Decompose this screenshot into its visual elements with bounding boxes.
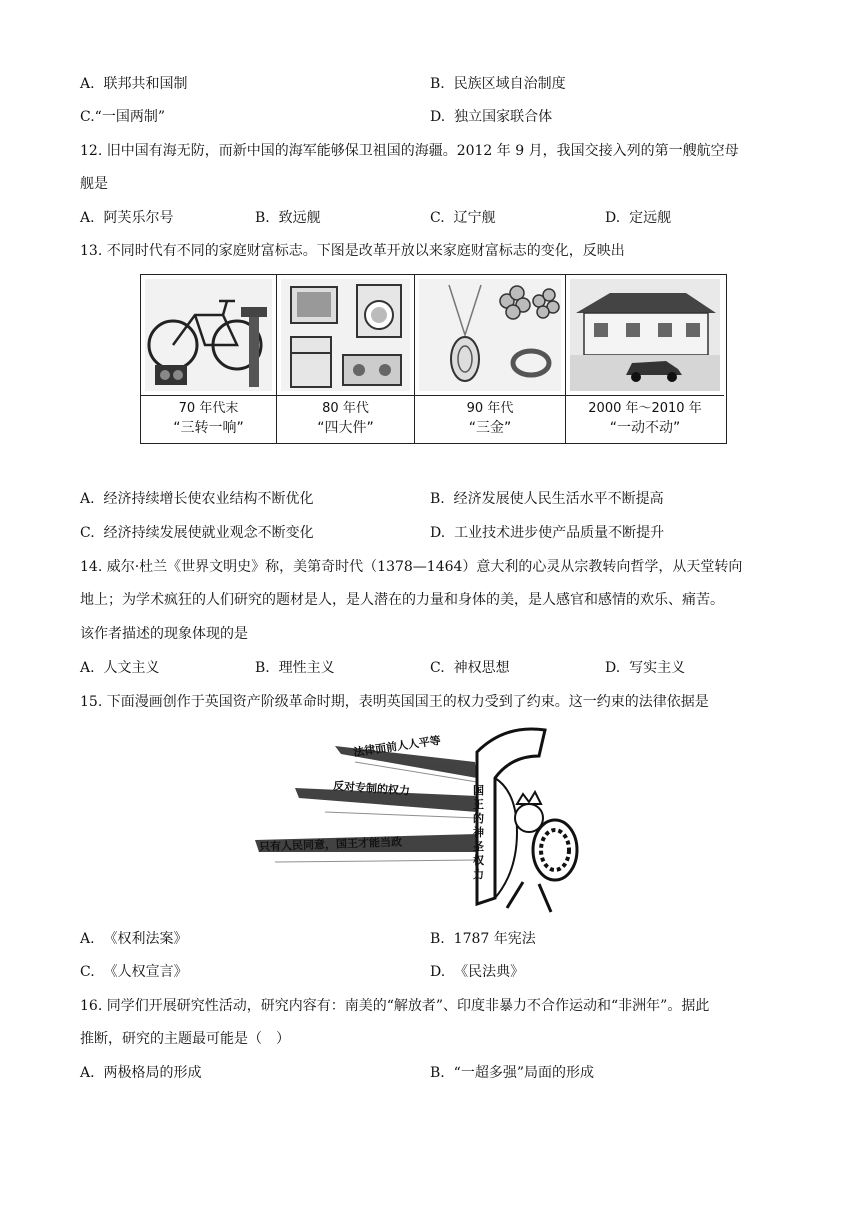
caption-80s [277, 395, 414, 443]
q15-option-c: C. 《人权宣言》 [80, 964, 188, 980]
q14-stem-line1: 14. 威尔·杜兰《世界文明史》称，美第奇时代（1378—1464）意大利的心灵从宗教转向哲学，从天堂转向 [80, 559, 743, 575]
q11-option-c: C.“一国两制” [80, 109, 165, 125]
q11-option-b: B. 民族区域自治制度 [430, 76, 566, 92]
bicycle-sewing-machine-radio-image [145, 279, 272, 391]
necklace-earrings-ring-image [419, 279, 561, 391]
q11-option-d: D. 独立国家联合体 [430, 109, 553, 125]
figure-cell-90s [415, 275, 566, 443]
caption-70s [141, 395, 276, 443]
q14-stem-line2: 地上；为学术疯狂的人们研究的题材是人，是人潜在的力量和身体的美，是人感官和感情的欢乐、痛苦。 [80, 592, 724, 608]
caption-era: 90 年代 [466, 401, 514, 416]
q12-option-a: A. 阿芙乐尔号 [80, 210, 174, 226]
q12-option-c: C. 辽宁舰 [430, 210, 496, 226]
caption-name: “四大件” [317, 420, 374, 436]
q16-stem-line2: 推断，研究的主题最可能是（ ） [80, 1031, 290, 1047]
q15-option-b: B. 1787 年宪法 [430, 931, 536, 947]
q16-stem-line1: 16. 同学们开展研究性活动，研究内容有：南美的“解放者”、印度非暴力不合作运动和“非洲年”。据此 [80, 998, 710, 1014]
caption-era: 80 年代 [322, 401, 369, 416]
figure-cell-80s [277, 275, 415, 443]
q12-option-b: B. 致远舰 [255, 210, 321, 226]
caption-name: “三金” [468, 420, 512, 436]
caption-90s [415, 395, 565, 443]
shield-label-divine-right: 国王的神圣权力 [473, 784, 484, 881]
q16-option-a: A. 两极格局的形成 [80, 1065, 202, 1081]
caption-name: “一动不动” [609, 420, 681, 436]
q16-option-b: B. “一超多强”局面的形成 [430, 1065, 594, 1081]
q13-option-b: B. 经济发展使人民生活水平不断提高 [430, 491, 664, 507]
caption-name: “三转一响” [173, 420, 244, 436]
king-power-cartoon [255, 722, 595, 914]
q14-option-a: A. 人文主义 [80, 660, 160, 676]
caption-era: 2000 年～2010 年 [588, 401, 702, 416]
arrow-label-anti-autocracy: 反对专制的权力 [332, 779, 411, 798]
q11-option-a: A. 联邦共和国制 [80, 76, 188, 92]
q14-option-b: B. 理性主义 [255, 660, 335, 676]
figure-cell-2000s [566, 275, 724, 443]
figure-cell-70s [141, 275, 277, 443]
q13-stem: 13. 不同时代有不同的家庭财富标志。下图是改革开放以来家庭财富标志的变化，反映出 [80, 243, 625, 259]
arrow-label-equality: 法律面前人人平等 [352, 733, 442, 760]
q13-option-c: C. 经济持续发展使就业观念不断变化 [80, 525, 314, 541]
q12-option-d: D. 定远舰 [605, 210, 672, 226]
q15-option-d: D. 《民法典》 [430, 964, 525, 980]
q15-stem: 15. 下面漫画创作于英国资产阶级革命时期，表明英国国王的权力受到了约束。这一约束的法律依据是 [80, 694, 709, 710]
house-and-car-image [570, 279, 720, 391]
q14-stem-line3: 该作者描述的现象体现的是 [80, 626, 248, 642]
caption-era: 70 年代末 [178, 401, 239, 416]
q14-option-c: C. 神权思想 [430, 660, 510, 676]
q13-option-d: D. 工业技术进步使产品质量不断提升 [430, 525, 665, 541]
wealth-symbols-figure [140, 274, 727, 444]
q13-option-a: A. 经济持续增长使农业结构不断优化 [80, 491, 314, 507]
tv-washer-fridge-recorder-image [281, 279, 410, 391]
q12-stem-line2: 舰是 [80, 176, 108, 192]
q14-option-d: D. 写实主义 [605, 660, 686, 676]
caption-2000s [566, 395, 724, 443]
q15-option-a: A. 《权利法案》 [80, 931, 188, 947]
q12-stem-line1: 12. 旧中国有海无防，而新中国的海军能够保卫祖国的海疆。2012 年 9 月，我国交接入列的第一艘航空母 [80, 143, 739, 159]
arrow-label-consent: 只有人民同意，国王才能当政 [258, 835, 403, 854]
